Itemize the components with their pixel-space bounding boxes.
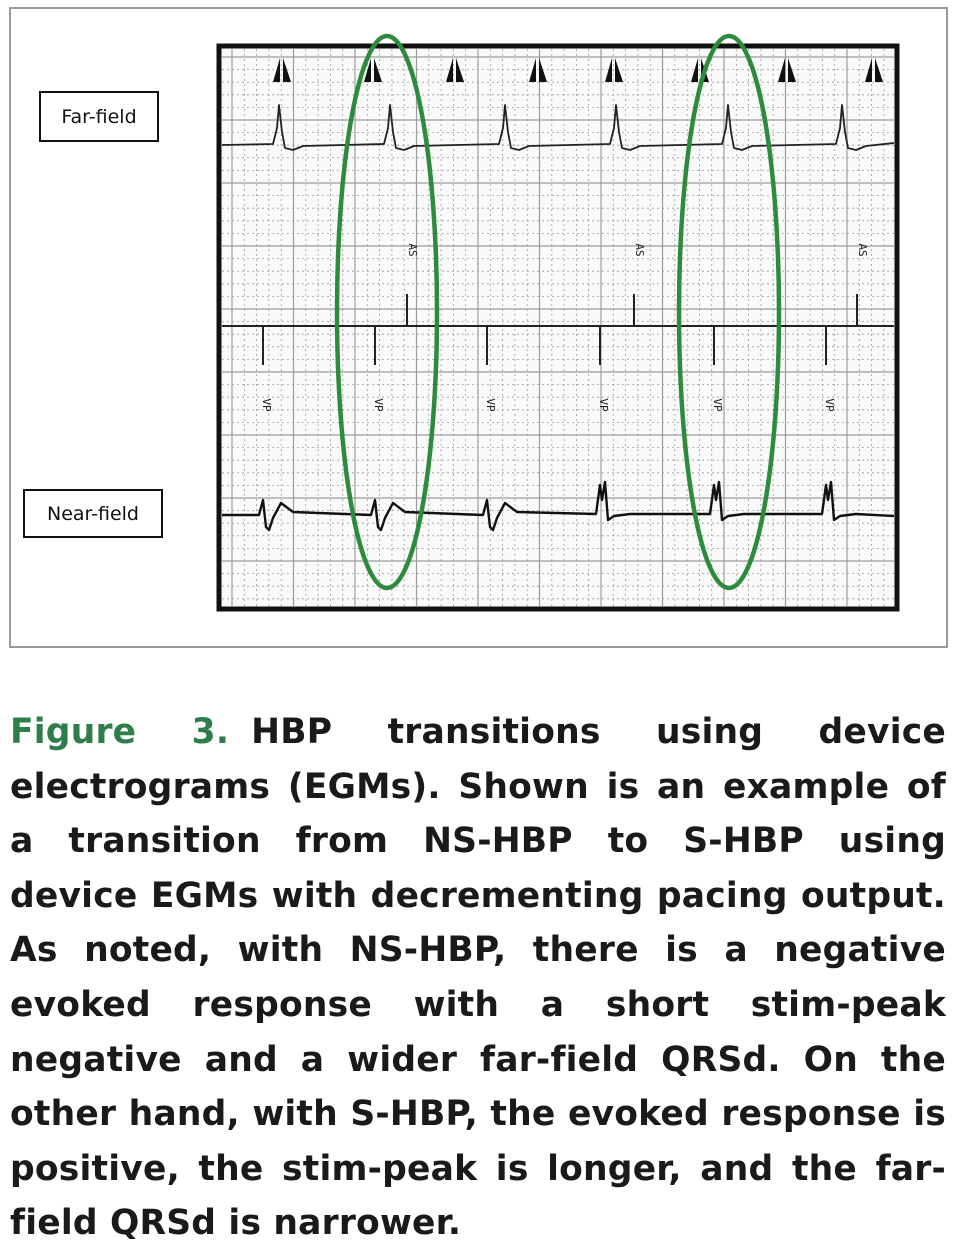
figure-caption-text: HBP transitions using device electrograms (EGMs). Shown is an example of a transition from NS-HBP to S-HBP using device EGMs with decrementing pacing output. As noted, with NS-HBP, there is a negative evoked response with a short stim-peak negative and a wider far-field QRSd. On the other hand, with S-HBP, the evoked response is positive, the stim-peak is longer, and the far-field QRSd is narrower.: [10, 712, 946, 1244]
as-marker-label: AS: [856, 243, 869, 257]
vp-marker-label: VP: [711, 398, 724, 412]
figure-caption-label: Figure 3.: [10, 712, 230, 752]
figure-caption: [10, 705, 946, 1251]
vp-marker-label: VP: [823, 398, 836, 412]
vp-marker-label: VP: [260, 398, 273, 412]
vp-marker-label: VP: [372, 398, 385, 412]
near-field-label: Near-field: [23, 489, 163, 538]
egm-panel: [219, 46, 897, 609]
as-marker-label: AS: [406, 243, 419, 257]
far-field-label: Far-field: [39, 91, 159, 142]
vp-marker-label: VP: [484, 398, 497, 412]
as-marker-label: AS: [633, 243, 646, 257]
vp-marker-label: VP: [597, 398, 610, 412]
